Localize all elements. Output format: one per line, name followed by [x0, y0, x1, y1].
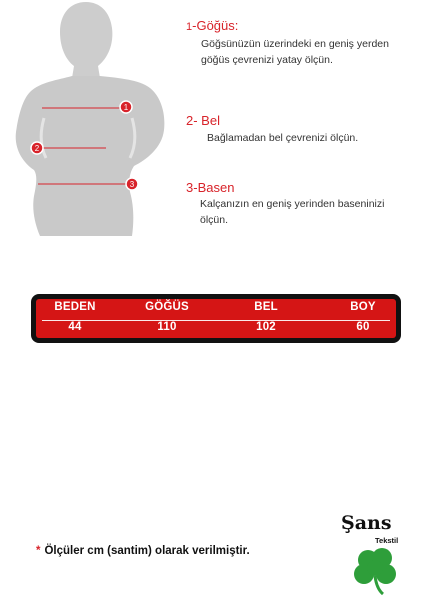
value-cell-chest: 110	[157, 321, 177, 333]
figure-torso	[16, 76, 165, 236]
marker-3-label: 3	[129, 180, 135, 189]
value-cell-size: 44	[68, 321, 82, 333]
clover-icon	[348, 546, 404, 596]
guide-waist-title	[186, 113, 220, 128]
note-text: Ölçüler cm (santim) olarak verilmiştir.	[44, 545, 250, 557]
body-measurement-figure	[0, 0, 180, 240]
guide-hip-line: Kalçanızın en geniş yerinden baseninizi	[200, 198, 385, 210]
value-cell-length: 60	[356, 321, 370, 333]
guide-chest-line: göğüs çevrenizi yatay ölçün.	[201, 54, 333, 66]
guide-waist-num: 2	[186, 113, 194, 128]
guide-chest-line: Göğsünüzün üzerindeki en geniş yerden	[201, 38, 389, 50]
header-cell-size: BEDEN	[54, 301, 96, 313]
guide-hip-label: -Basen	[193, 180, 235, 195]
guide-waist-text	[207, 130, 358, 146]
measurement-note	[36, 545, 250, 557]
guide-waist-line: Bağlamadan bel çevrenizi ölçün.	[207, 132, 359, 144]
asterisk-icon: *	[36, 545, 41, 557]
guide-waist-label: - Bel	[193, 113, 220, 128]
marker-2-label: 2	[34, 144, 40, 153]
guide-chest-text	[201, 36, 389, 68]
guide-hip-num: 3	[186, 180, 194, 195]
brand-subtitle: Tekstil	[375, 536, 399, 545]
guide-chest-label: -Göğüs:	[192, 18, 239, 33]
size-table	[31, 294, 401, 343]
guide-hip-text	[200, 196, 384, 228]
guide-hip-line: ölçün.	[200, 214, 229, 226]
table-row	[36, 321, 396, 339]
figure-head	[60, 2, 112, 78]
header-cell-length: BOY	[350, 301, 376, 313]
guide-chest-title	[186, 18, 238, 33]
brand-name: Şans	[341, 512, 392, 534]
size-table-body	[36, 299, 396, 338]
guide-chest-num: 1	[186, 21, 193, 33]
value-cell-waist: 102	[256, 321, 276, 333]
table-header-row	[36, 301, 396, 319]
guide-hip-title	[186, 180, 234, 195]
marker-1-label: 1	[123, 103, 129, 112]
brand-logo	[338, 512, 408, 592]
header-cell-waist: BEL	[254, 301, 278, 313]
header-cell-chest: GÖĞÜS	[145, 301, 189, 313]
